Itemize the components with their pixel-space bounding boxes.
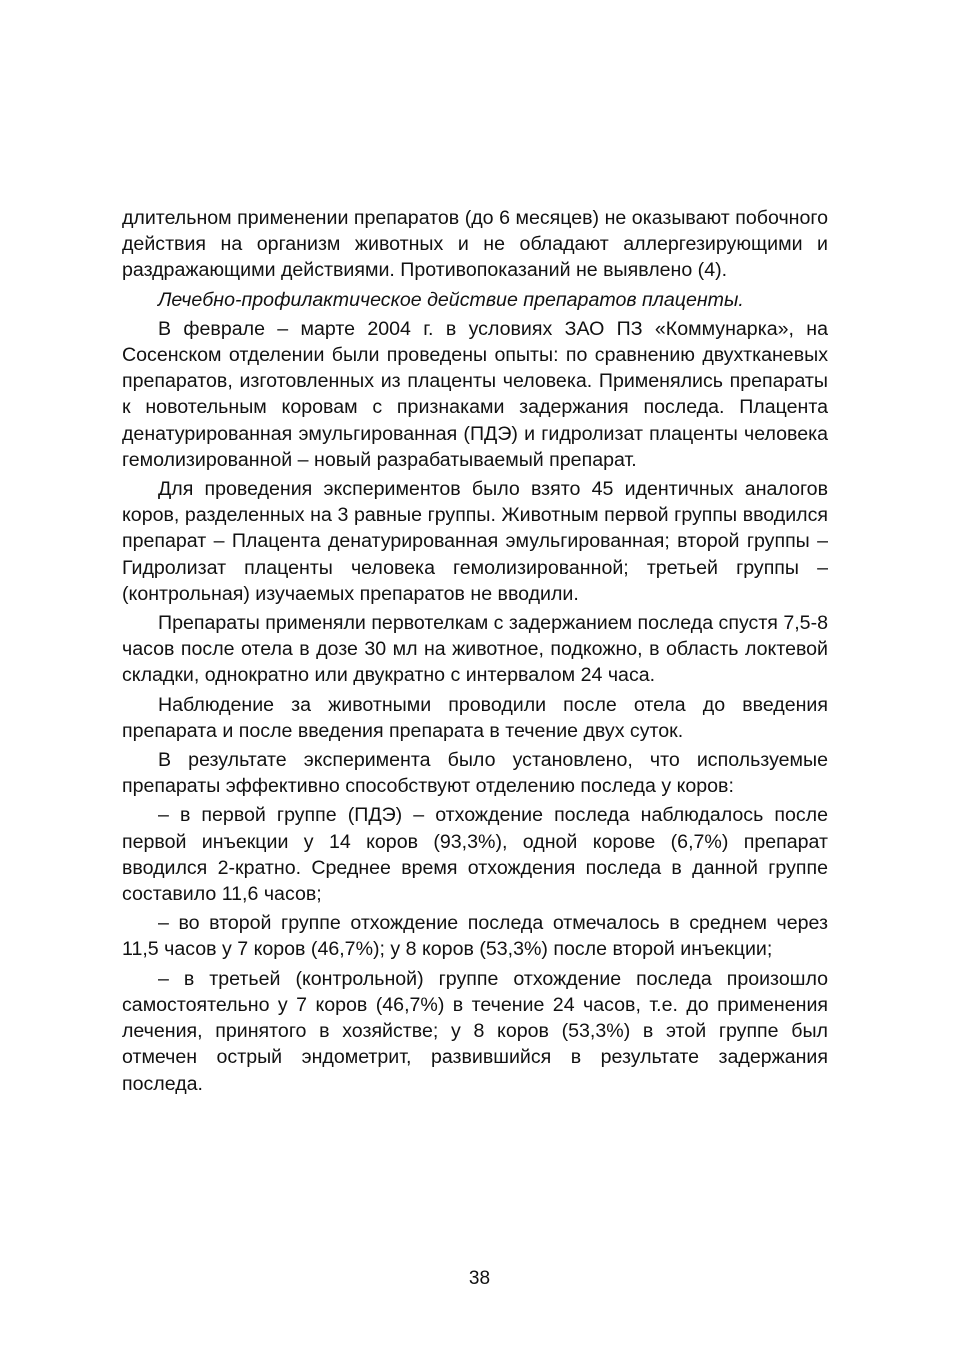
paragraph-experiment-setup: В феврале – марте 2004 г. в условиях ЗАО ПЗ «Коммунарка», на Сосенском отделении были проведены опыты: по сравнению двухтканевых препаратов, изготовленных из плаценты человека. Применялись препараты к новотельным коровам с признаками задержания последа. Плацента денатурированная эмульгированная (ПДЭ) и гидролизат плаценты человека гемолизированной – новый разрабатываемый препарат. xyxy=(122,317,828,471)
paragraph-groups: Для проведения экспериментов было взято 45 идентичных аналогов коров, разделенных на 3 равные группы. Животным первой группы вводился препарат – Плацента денатурированная эмульгированная; второй группы – Гидролизат плаценты человека гемолизированной; третьей группы – (контрольная) изучаемых препаратов не вводили. xyxy=(122,478,828,605)
page-body xyxy=(122,205,828,1100)
paragraph-results: В результате эксперимента было установлено, что используемые препараты эффективно способствуют отделению последа у коров: xyxy=(122,749,828,798)
result-group-2: – во второй группе отхождение последа отмечалось в среднем через 11,5 часов у 7 коров (46,7%); у 8 коров (53,3%) после второй инъекции; xyxy=(122,912,828,961)
result-group-3: – в третьей (контрольной) группе отхождение последа произошло самостоятельно у 7 коров (46,7%) в течение 24 часов, т.е. до применения лечения, принятого в хозяйстве; у 8 коров (53,3%) в этой группе был отмечен острый эндометрит, развившийся в результате задержания последа. xyxy=(122,967,828,1095)
paragraph-dosage: Препараты применяли первотелкам с задержанием последа спустя 7,5-8 часов после отела в дозе 30 мл на животное, подкожно, в область локтевой складки, однократно или двукратно с интервалом 24 часа. xyxy=(122,612,829,687)
result-group-1: – в первой группе (ПДЭ) – отхождение последа наблюдалось после первой инъекции у 14 коров (93,3%), одной корове (6,7%) препарат вводился 2-кратно. Среднее время отхождения последа в данной группе составило 11,6 часов; xyxy=(122,804,828,906)
page-number: 38 xyxy=(468,1268,491,1289)
paragraph-continuation: длительном применении препаратов (до 6 месяцев) не оказывают побочного действия на организм животных и не обладают аллергезирующими и раздражающими действиями. Противопоказаний не выявлено (4). xyxy=(122,207,828,282)
paragraph-observation: Наблюдение за животными проводили после отела до введения препарата и после введения препарата в течение двух суток. xyxy=(122,693,828,742)
section-heading: Лечебно-профилактическое действие препаратов плаценты. xyxy=(158,288,744,311)
